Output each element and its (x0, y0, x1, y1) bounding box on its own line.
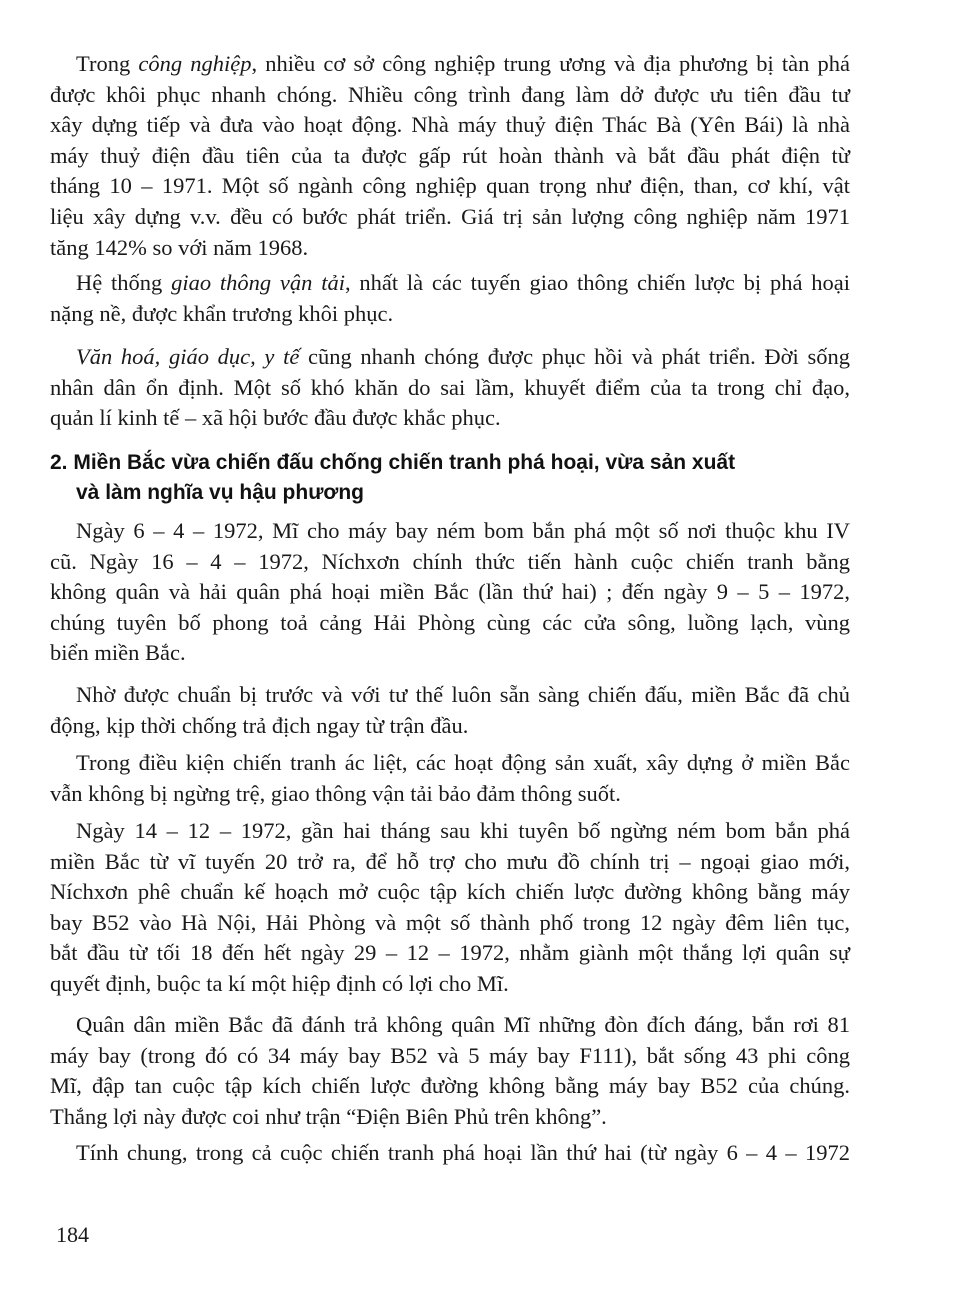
section-heading (50, 448, 870, 508)
text-line: chúng tuyên bố phong toả cảng Hải Phòng cùng các cửa sông, luồng lạch, vùng (50, 609, 850, 635)
text-line: xây dựng tiếp và đưa vào hoạt động. Nhà máy thuỷ điện Thác Bà (Yên Bái) là nhà (50, 112, 850, 138)
paragraph-victory (50, 1010, 850, 1132)
text-line: động, kịp thời chống trả địch ngay từ trận đầu. (50, 712, 469, 738)
text-line: nhân dân ổn định. Một số khó khăn do sai lầm, khuyết điểm của ta trong chỉ đạo, (50, 374, 850, 400)
paragraph-culture (50, 342, 850, 434)
text-line: bay B52 vào Hà Nội, Hải Phòng và một số thành phố trong 12 ngày đêm liên tục, (50, 909, 850, 935)
text-line: bắt đầu từ tối 18 đến hết ngày 29 – 12 – 1972, nhằm giành một thắng lợi quân sự (50, 940, 850, 966)
text-line: Trong công nghiệp, nhiều cơ sở công nghiệp trung ương và địa phương bị tàn phá (76, 51, 850, 76)
paragraph-b52-campaign (50, 816, 850, 1000)
text-line: quyết định, buộc ta kí một hiệp định có lợi cho Mĩ. (50, 970, 509, 996)
paragraph-industry (50, 49, 850, 263)
text-line: cũ. Ngày 16 – 4 – 1972, Níchxơn chính thức tiến hành cuộc chiến tranh bằng (50, 548, 850, 574)
text-line: Ngày 6 – 4 – 1972, Mĩ cho máy bay ném bom bắn phá một số nơi thuộc khu IV (76, 518, 850, 543)
text-line: Ngày 14 – 12 – 1972, gần hai tháng sau khi tuyên bố ngừng ném bom bắn phá (76, 818, 850, 843)
text-line: Nhờ được chuẩn bị trước và với tư thế luôn sẵn sàng chiến đấu, miền Bắc đã chủ (76, 682, 850, 707)
text-line: Quân dân miền Bắc đã đánh trả không quân Mĩ những đòn đích đáng, bắn rơi 81 (76, 1012, 850, 1037)
text-line: Tính chung, trong cả cuộc chiến tranh phá hoại lần thứ hai (từ ngày 6 – 4 – 1972 (76, 1140, 850, 1165)
text-line: quản lí kinh tế – xã hội bước đầu được khắc phục. (50, 405, 501, 431)
page-number: 184 (56, 1222, 89, 1247)
text-line: không quân và hải quân phá hoại miền Bắc (lần thứ hai) ; đến ngày 9 – 5 – 1972, (50, 579, 850, 605)
text-line: được khôi phục nhanh chóng. Nhiều công trình đang làm dở được ưu tiên đầu tư (50, 81, 850, 107)
text-line: Mĩ, đập tan cuộc tập kích chiến lược đường không bằng máy bay B52 của chúng. (50, 1073, 850, 1099)
paragraph-readiness (50, 680, 850, 741)
text-line: Văn hoá, giáo dục, y tế cũng nhanh chóng được phục hồi và phát triển. Đời sống (76, 344, 850, 369)
text-line: vẫn không bị ngừng trệ, giao thông vận tải bảo đảm thông suốt. (50, 780, 621, 806)
emphasis-term: Văn hoá, giáo dục, y tế (76, 344, 300, 369)
text-line: tháng 10 – 1971. Một số ngành công nghiệp quan trọng như điện, than, cơ khí, vật (50, 173, 850, 199)
paragraph-bombing-start (50, 516, 850, 669)
text-line: Trong điều kiện chiến tranh ác liệt, các hoạt động sản xuất, xây dựng ở miền Bắc (76, 750, 850, 775)
text-line: nặng nề, được khẩn trương khôi phục. (50, 300, 394, 326)
text-line: miền Bắc từ vĩ tuyến 20 trở ra, để hỗ trợ cho mưu đồ chính trị – ngoại giao mới, (50, 848, 850, 874)
heading-line: và làm nghĩa vụ hậu phương (76, 481, 365, 504)
text-line: biển miền Bắc. (50, 640, 186, 666)
paragraph-production (50, 748, 850, 809)
text-line: máy bay (trong đó có 34 máy bay B52 và 5 máy bay F111), bắt sống 43 phi công (50, 1042, 850, 1068)
text-line: Níchxơn phê chuẩn kế hoạch mở cuộc tập kích chiến lược đường không bằng máy (50, 879, 850, 905)
text-line: máy thuỷ điện đầu tiên của ta được gấp rút hoàn thành và bắt đầu phát điện từ (50, 142, 850, 168)
text-line: Hệ thống giao thông vận tải, nhất là các tuyến giao thông chiến lược bị phá hoại (76, 270, 850, 295)
text-line: liệu xây dựng v.v. đều có bước phát triển. Giá trị sản lượng công nghiệp năm 1971 (50, 203, 850, 229)
text-line: Thắng lợi này được coi như trận “Điện Biên Phủ trên không”. (50, 1103, 607, 1129)
text-line: tăng 142% so với năm 1968. (50, 234, 309, 260)
paragraph-transport (50, 268, 850, 329)
heading-line: 2. Miền Bắc vừa chiến đấu chống chiến tranh phá hoại, vừa sản xuất (50, 451, 736, 474)
emphasis-term: giao thông vận tải (171, 270, 345, 295)
emphasis-term: công nghiệp (138, 51, 252, 76)
paragraph-summary (50, 1138, 850, 1169)
